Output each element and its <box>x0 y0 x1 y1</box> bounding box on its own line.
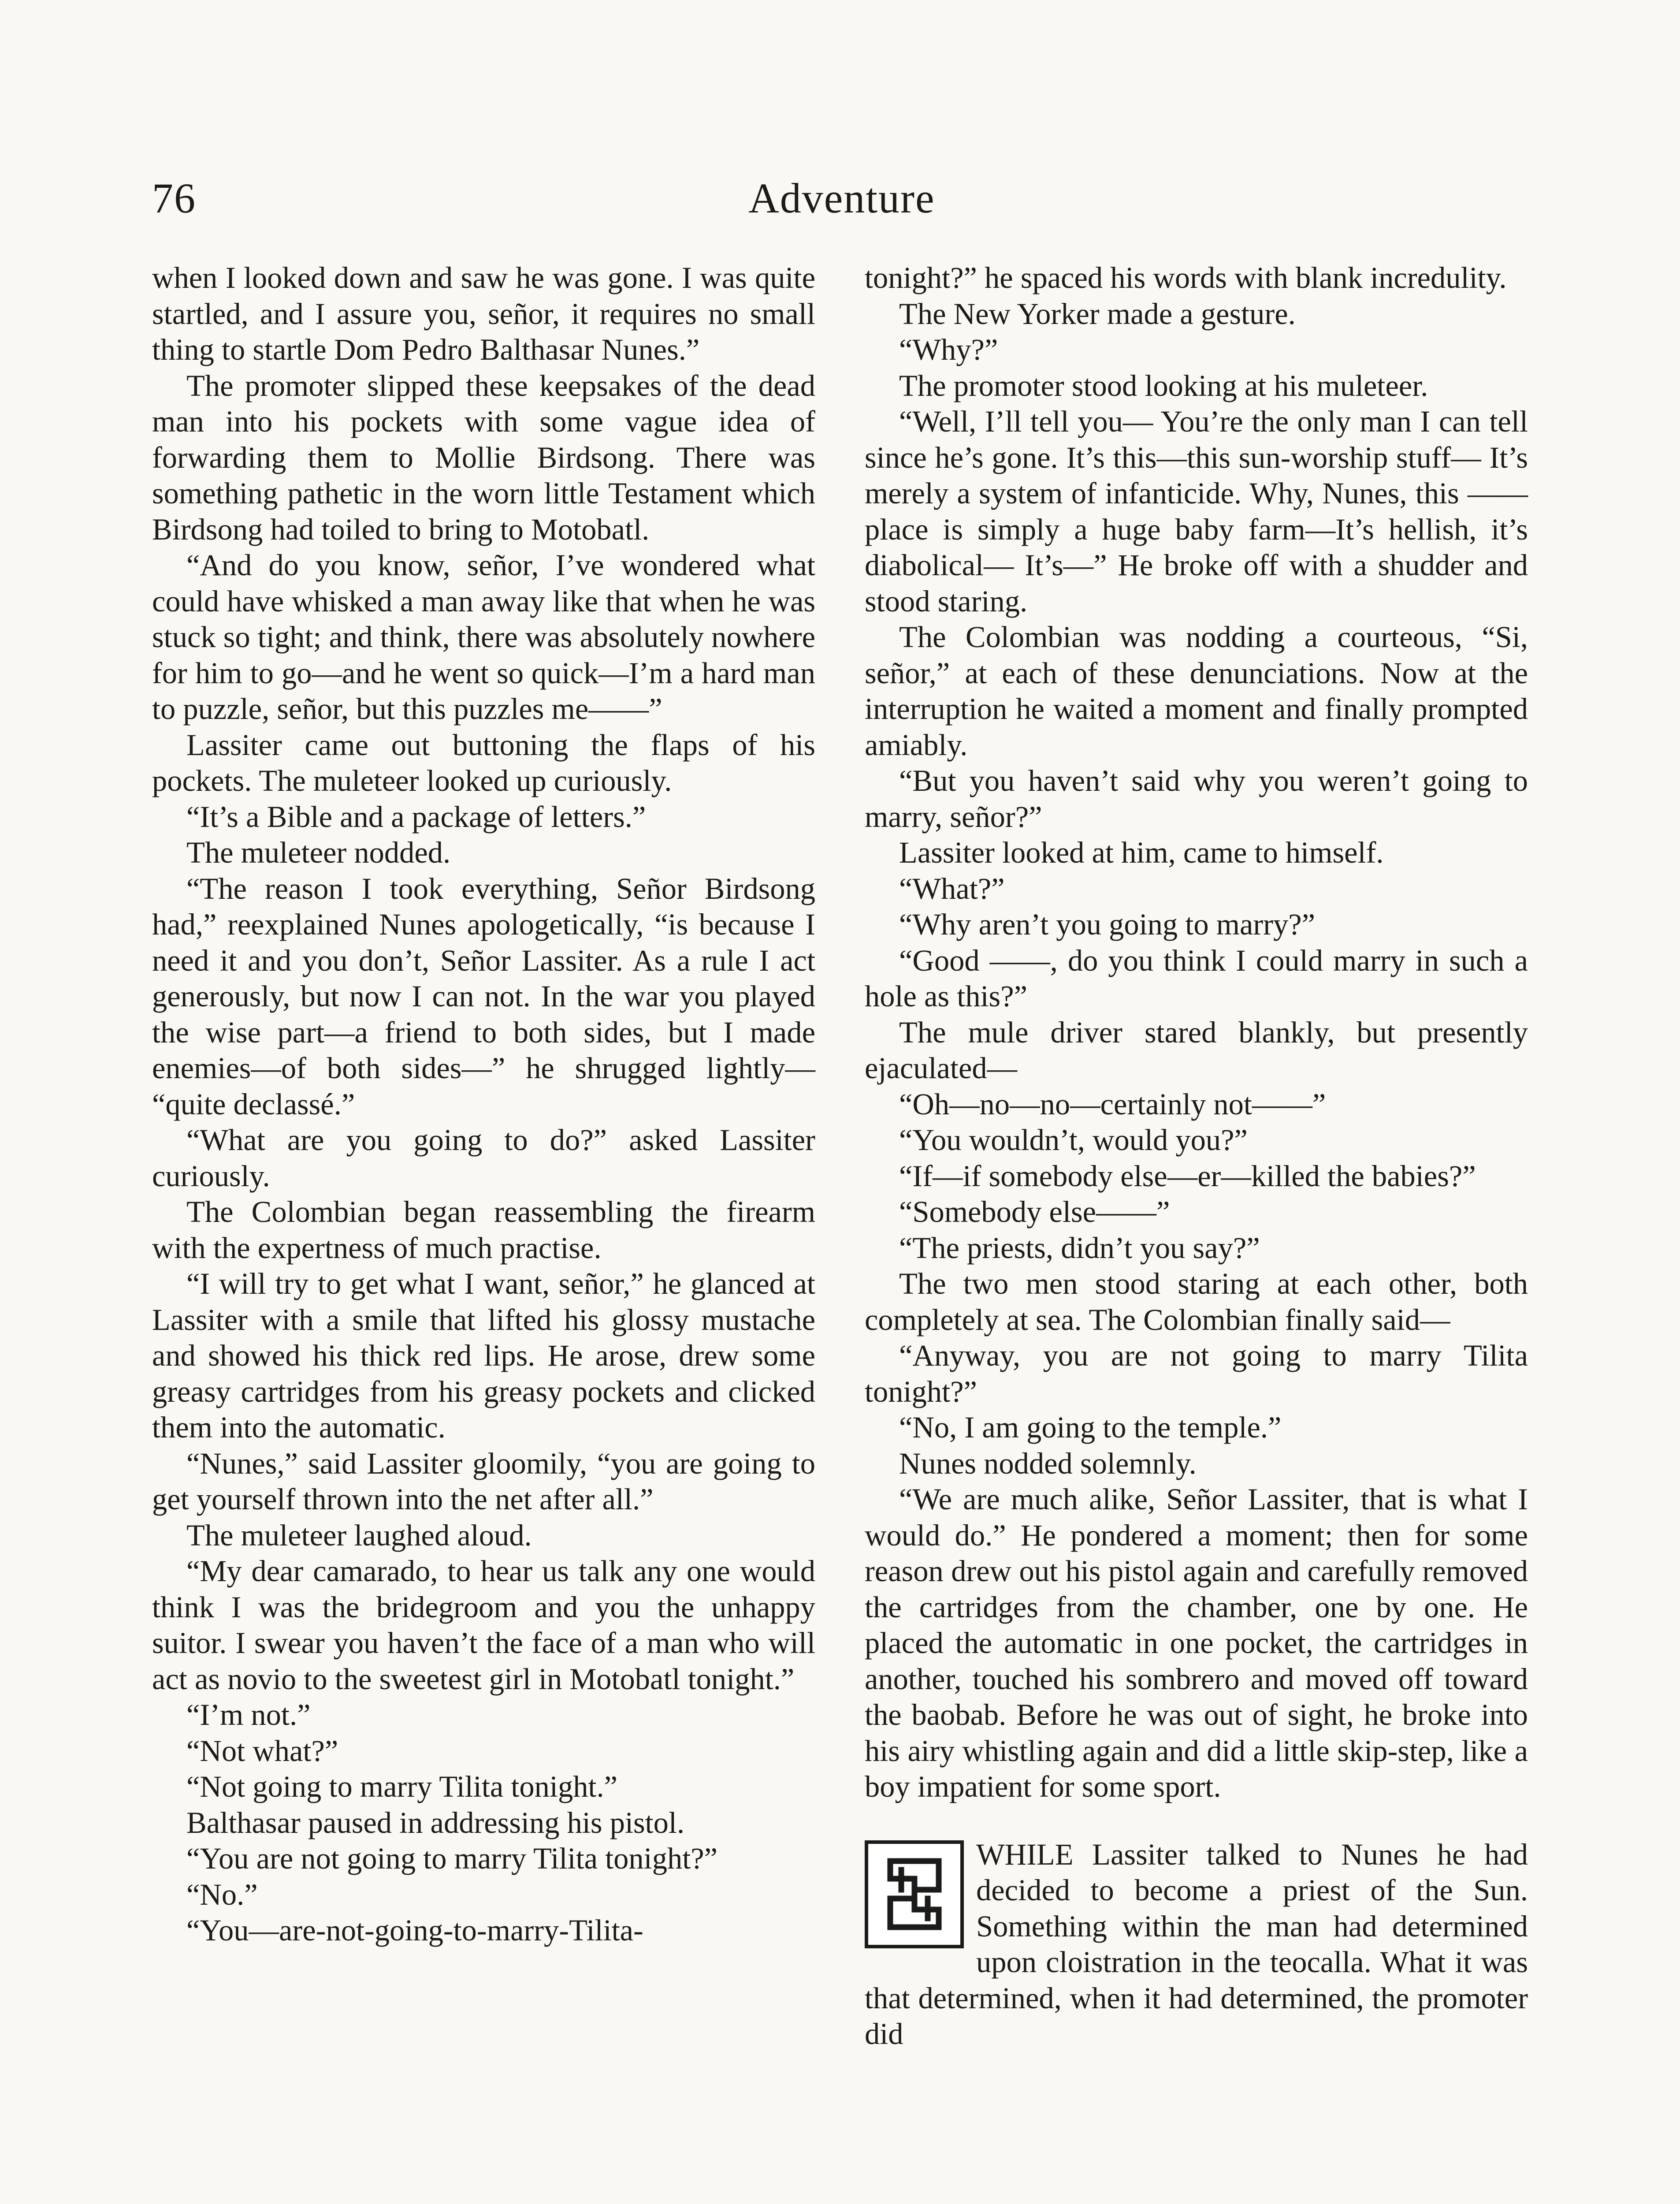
left-column-paragraph: The muleteer nodded. <box>186 836 451 869</box>
left-column-paragraph: The Colombian began reassembling the firearm with the expertness of much practise. <box>152 1195 815 1265</box>
right-column-paragraph: “What?” <box>899 871 1005 905</box>
right-column-paragraph: “Good ——, do you think I could marry in such a hole as this?” <box>865 943 1528 1013</box>
right-column-paragraph: “Why aren’t you going to marry?” <box>899 908 1316 941</box>
left-column-paragraph: “Not what?” <box>186 1734 338 1768</box>
right-column-paragraph: The two men stood staring at each other, both completely at sea. The Colombian finally said— <box>865 1267 1528 1337</box>
right-column-paragraph: Nunes nodded solemnly. <box>899 1446 1197 1480</box>
left-column-paragraph: “What are you going to do?” asked Lassiter curiously. <box>152 1123 815 1193</box>
left-column <box>152 260 815 1949</box>
fret-pattern-icon <box>865 1840 964 1948</box>
left-column-paragraph: The promoter slipped these keepsakes of the dead man into his pockets with some vague idea of forwarding them to Mollie Birdsong. There was something pathetic in the worn little Testament which Birdsong had toiled to bring to Motobatl. <box>152 369 815 546</box>
left-column-paragraph: “I will try to get what I want, señor,” he glanced at Lassiter with a smile that lifted his glossy mustache and showed his thick red lips. He arose, drew some greasy cartridges from his greasy pockets and clicked them into the automatic. <box>152 1267 815 1444</box>
magazine-title: Adventure <box>748 175 935 222</box>
right-column <box>865 260 1528 2052</box>
right-column-paragraphs <box>865 260 1528 1805</box>
right-column-paragraph: “Why?” <box>899 333 998 366</box>
left-column-paragraph: Lassiter came out buttoning the flaps of his pockets. The muleteer looked up curiously. <box>152 728 815 797</box>
left-column-paragraph: “You are not going to marry Tilita tonight?” <box>186 1842 718 1875</box>
page-number: 76 <box>152 175 196 222</box>
right-column-paragraph: “Anyway, you are not going to marry Tilita tonight?” <box>865 1339 1528 1408</box>
left-column-paragraph: when I looked down and saw he was gone. I was quite startled, and I assure you, señor, it requires no small thing to startle Dom Pedro Balthasar Nunes.” <box>152 261 815 366</box>
right-column-paragraph: “Oh—no—no—certainly not——” <box>899 1087 1326 1121</box>
right-column-paragraph: The New Yorker made a gesture. <box>899 297 1296 331</box>
left-column-paragraph: Balthasar paused in addressing his pistol. <box>186 1806 685 1839</box>
right-column-paragraph: “You wouldn’t, would you?” <box>899 1123 1248 1157</box>
right-column-paragraph: “If—if somebody else—er—killed the babies?” <box>899 1159 1476 1193</box>
right-column-paragraph: “The priests, didn’t you say?” <box>899 1231 1260 1265</box>
right-column-paragraph: “Somebody else——” <box>899 1195 1170 1229</box>
left-column-paragraph: “And do you know, señor, I’ve wondered what could have whisked a man away like that when he was stuck so tight; and think, there was absolutely nowhere for him to go—and he went so quick—I’m a hard man to puzzle, señor, but this puzzles me——” <box>152 548 815 726</box>
right-column-paragraph: The mule driver stared blankly, but presently ejaculated— <box>865 1015 1528 1085</box>
right-column-paragraph: “We are much alike, Señor Lassiter, that is what I would do.” He pondered a moment; then for some reason drew out his pistol again and carefully removed the cartridges from the chamber, one by one. He placed the automatic in one pocket, the cartridges in another, touched his sombrero and moved off toward the baobab. Before he was out of sight, he broke into his airy whistling again and did a little skip-step, like a boy impatient for some sport. <box>865 1482 1528 1803</box>
right-column-paragraph: “No, I am going to the temple.” <box>899 1411 1282 1444</box>
section-break <box>865 1837 1528 2052</box>
section-opening-paragraph: WHILE Lassiter talked to Nunes he had decided to become a priest of the Sun. Something within the man had determined upon cloistration in the teocalla. What it was that determined, when it had determined, the promoter did <box>865 1837 1528 2051</box>
page-header <box>152 168 1531 229</box>
right-column-paragraph: “Well, I’ll tell you— You’re the only man I can tell since he’s gone. It’s this—this sun-worship stuff— It’s merely a system of infanticide. Why, Nunes, this —— place is simply a huge baby farm—It’s hellish, it’s diabolical— It’s—” He broke off with a shudder and stood staring. <box>865 405 1528 618</box>
right-column-paragraph: The Colombian was nodding a courteous, “Si, señor,” at each of these denunciations. Now at the interruption he waited a moment and finally prompted amiably. <box>865 620 1528 762</box>
left-column-paragraph: “It’s a Bible and a package of letters.” <box>186 800 646 834</box>
left-column-paragraph: “Not going to marry Tilita tonight.” <box>186 1770 617 1803</box>
left-column-paragraph: “I’m not.” <box>186 1698 311 1731</box>
left-column-paragraph: “The reason I took everything, Señor Birdsong had,” reexplained Nunes apologetically, “is because I need it and you don’t, Señor Lassiter. As a rule I act generously, but now I can not. In the war you played the wise part—a friend to both sides, but I made enemies—of both sides—” he shrugged lightly— “quite declassé.” <box>152 871 815 1121</box>
left-column-paragraph: “No.” <box>186 1877 258 1911</box>
right-column-paragraph: tonight?” he spaced his words with blank incredulity. <box>865 261 1507 294</box>
right-column-paragraph: The promoter stood looking at his muleteer. <box>899 369 1428 402</box>
left-column-paragraph: “My dear camarado, to hear us talk any one would think I was the bridegroom and you the unhappy suitor. I swear you haven’t the face of a man who will act as novio to the sweetest girl in Motobatl tonight.” <box>152 1554 815 1696</box>
right-column-paragraph: “But you haven’t said why you weren’t going to marry, señor?” <box>865 764 1528 834</box>
left-column-paragraph: “You—are-not-going-to-marry-Tilita- <box>186 1914 643 1947</box>
right-column-paragraph: Lassiter looked at him, came to himself. <box>899 836 1384 869</box>
left-column-paragraph: “Nunes,” said Lassiter gloomily, “you are going to get yourself thrown into the net after all.” <box>152 1446 815 1516</box>
left-column-paragraph: The muleteer laughed aloud. <box>186 1518 532 1552</box>
